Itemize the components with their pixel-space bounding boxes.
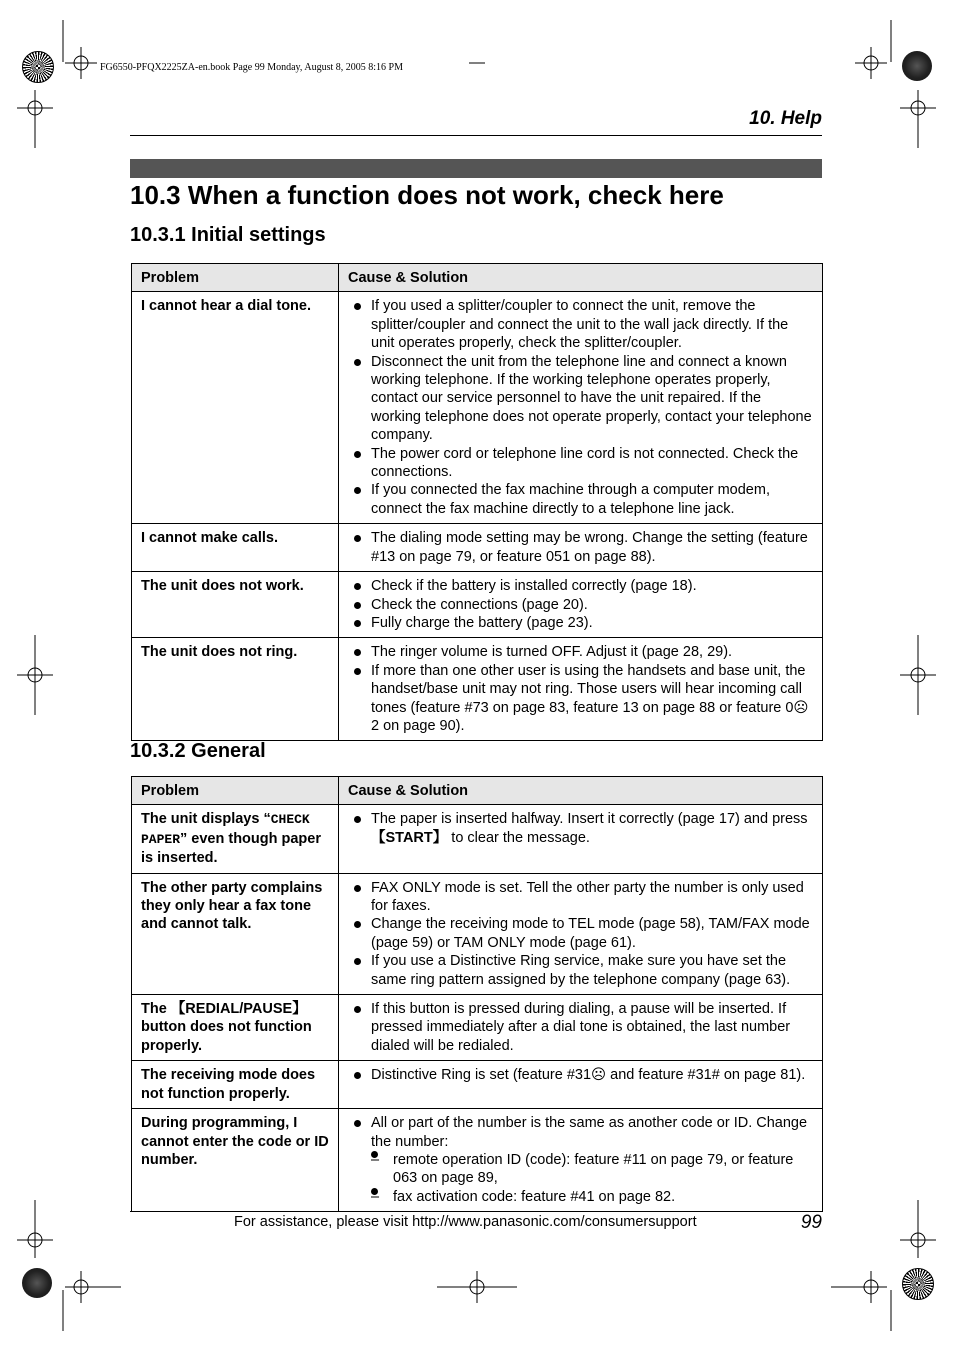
footer-support-text: For assistance, please visit http://www.panasonic.com/consumersupport	[234, 1214, 697, 1230]
general-table	[131, 776, 823, 1212]
solution-item: Fully charge the battery (page 23).	[348, 614, 813, 632]
column-header-problem: Problem	[132, 264, 339, 292]
solution-text: All or part of the number is the same as another code or ID. Change the number:	[371, 1115, 808, 1150]
solution-item: Check the connections (page 20).	[348, 596, 813, 614]
solution-item: The power cord or telephone line cord is not connected. Check the connections.	[348, 445, 813, 482]
book-info-line: FG6550-PFQX2225ZA-en.book Page 99 Monday, August 8, 2005 8:16 PM	[100, 62, 403, 73]
table-row	[132, 995, 823, 1061]
solution-cell	[339, 1061, 823, 1109]
solution-item	[348, 1114, 813, 1206]
start-key: 【START】	[371, 829, 448, 846]
problem-cell: I cannot make calls.	[132, 524, 339, 572]
solution-item: Distinctive Ring is set (feature #31☹ and feature #31# on page 81).	[348, 1066, 813, 1084]
problem-text: button does not function properly.	[141, 1019, 312, 1054]
page-title: 10.3 When a function does not work, check here	[130, 180, 724, 210]
table-row	[132, 524, 823, 572]
running-head: 10. Help	[749, 108, 822, 129]
solution-cell	[339, 572, 823, 638]
problem-cell: The other party complains they only hear a fax tone and cannot talk.	[132, 873, 339, 994]
column-header-cause: Cause & Solution	[339, 264, 823, 292]
solution-item: If you use a Distinctive Ring service, make sure you have set the same ring pattern assigned by the telephone company (page 63).	[348, 952, 813, 989]
solution-cell	[339, 292, 823, 524]
solution-item: If this button is pressed during dialing, a pause will be inserted. If pressed immediately after a dial tone is obtained, the last number dialed will be redialed.	[348, 1000, 813, 1055]
solution-item: The ringer volume is turned OFF. Adjust it (page 28, 29).	[348, 643, 813, 661]
table-row	[132, 1061, 823, 1109]
section-bar	[130, 159, 822, 178]
problem-cell	[132, 995, 339, 1061]
solution-cell	[339, 524, 823, 572]
problem-cell: During programming, I cannot enter the code or ID number.	[132, 1109, 339, 1212]
solution-item: The dialing mode setting may be wrong. Change the setting (feature #13 on page 79, or feature 051 on page 88).	[348, 529, 813, 566]
problem-cell: The unit does not work.	[132, 572, 339, 638]
solution-item: If you connected the fax machine through a computer modem, connect the fax machine directly to a telephone line jack.	[348, 481, 813, 518]
problem-cell	[132, 805, 339, 873]
page-number: 99	[800, 1212, 822, 1233]
problem-cell: The receiving mode does not function properly.	[132, 1061, 339, 1109]
problem-cell: The unit does not ring.	[132, 638, 339, 741]
solution-item: Check if the battery is installed correctly (page 18).	[348, 577, 813, 595]
problem-text: The unit displays “	[141, 811, 271, 828]
solution-cell	[339, 1109, 823, 1212]
solution-item: FAX ONLY mode is set. Tell the other party the number is only used for faxes.	[348, 879, 813, 916]
table-row	[132, 873, 823, 994]
column-header-problem: Problem	[132, 777, 339, 805]
solution-cell	[339, 873, 823, 994]
problem-cell: I cannot hear a dial tone.	[132, 292, 339, 524]
display-message: CHECK PAPER	[141, 812, 310, 847]
table-row	[132, 292, 823, 524]
table-row	[132, 638, 823, 741]
sub-item: – fax activation code: feature #41 on page 82.	[371, 1188, 813, 1206]
table-row	[132, 805, 823, 873]
redial-pause-key: 【REDIAL/PAUSE】	[170, 1001, 307, 1018]
header-rule	[130, 135, 822, 136]
solution-cell	[339, 995, 823, 1061]
section-heading-general: 10.3.2 General	[130, 740, 266, 762]
initial-settings-table	[131, 263, 823, 741]
solution-item: Change the receiving mode to TEL mode (page 58), TAM/FAX mode (page 59) or TAM ONLY mode (page 61).	[348, 915, 813, 952]
solution-item: If more than one other user is using the handsets and base unit, the handset/base unit may not ring. Those users will hear incoming call tones (feature #73 on page 83, feature 13 on page 88 or feature 0☹2 on page 90).	[348, 662, 813, 736]
sub-item: – remote operation ID (code): feature #11 on page 79, or feature 063 on page 89,	[371, 1151, 813, 1188]
table-header-row	[132, 264, 823, 292]
section-heading-initial-settings: 10.3.1 Initial settings	[130, 224, 326, 246]
footer-rule	[130, 1211, 822, 1212]
problem-text: The	[141, 1001, 171, 1018]
column-header-cause: Cause & Solution	[339, 777, 823, 805]
solution-text: The paper is inserted halfway. Insert it correctly (page 17) and press	[371, 811, 808, 828]
table-header-row	[132, 777, 823, 805]
solution-item: Disconnect the unit from the telephone line and connect a known working telephone. If the working telephone operates properly, contact our service personnel to have the unit repaired. If the working telephone does not operate properly, contact your telephone company.	[348, 353, 813, 445]
solution-item	[348, 810, 813, 847]
problem-text: ” even though paper is inserted.	[141, 830, 322, 867]
solution-cell	[339, 805, 823, 873]
solution-item: If you used a splitter/coupler to connect the unit, remove the splitter/coupler and connect the unit to the wall jack directly. If the unit operates properly, check the splitter/coupler.	[348, 297, 813, 352]
table-row	[132, 1109, 823, 1212]
solution-cell	[339, 638, 823, 741]
table-row	[132, 572, 823, 638]
solution-text: to clear the message.	[447, 829, 590, 846]
